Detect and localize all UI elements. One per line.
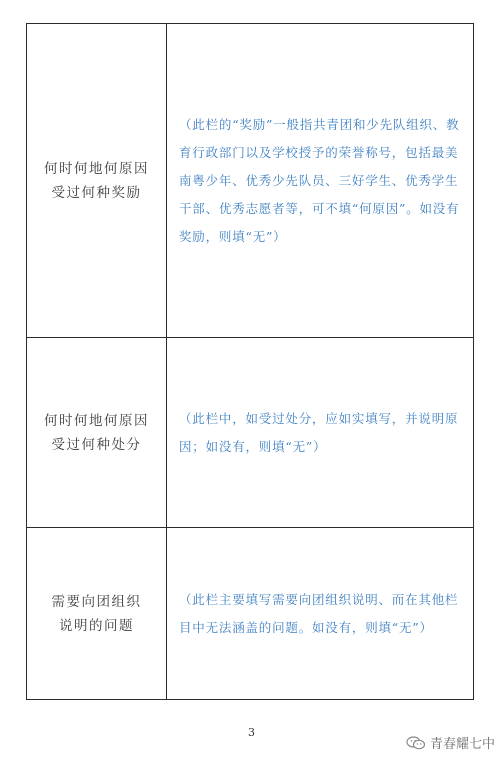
- label-line: 受过何种奖励: [51, 184, 142, 201]
- label-line: 说明的问题: [59, 617, 134, 634]
- label-line: 需要向团组织: [51, 593, 142, 610]
- table-row-other-issues: [27, 528, 474, 700]
- table-row-punishments: [27, 338, 474, 528]
- note-cell-rewards[interactable]: （此栏的“奖励”一般指共青团和少先队组织、教育行政部门以及学校授予的荣誉称号，包括最美南粤少年、优秀少先队员、三好学生、优秀学生干部、优秀志愿者等，可不填“何原因”。如没有奖励，则填“无”）: [167, 24, 474, 338]
- form-table: [26, 23, 474, 700]
- table-row-rewards: [27, 24, 474, 338]
- label-cell-punishments: [27, 338, 167, 528]
- note-cell-punishments[interactable]: （此栏中，如受过处分，应如实填写，并说明原因；如没有，则填“无”）: [167, 338, 474, 528]
- page-number: 3: [248, 726, 255, 739]
- watermark-text: 青春耀七中: [429, 737, 495, 752]
- label-line: 受过何种处分: [51, 436, 142, 453]
- label-cell-other-issues: [27, 528, 167, 700]
- label-line: 何时何地何原因: [44, 412, 149, 429]
- wechat-icon: [406, 736, 426, 750]
- watermark: [406, 733, 495, 752]
- note-cell-other-issues[interactable]: （此栏主要填写需要向团组织说明、而在其他栏目中无法涵盖的问题。如没有，则填“无”）: [167, 528, 474, 700]
- label-line: 何时何地何原因: [44, 160, 149, 177]
- label-cell-rewards: [27, 24, 167, 338]
